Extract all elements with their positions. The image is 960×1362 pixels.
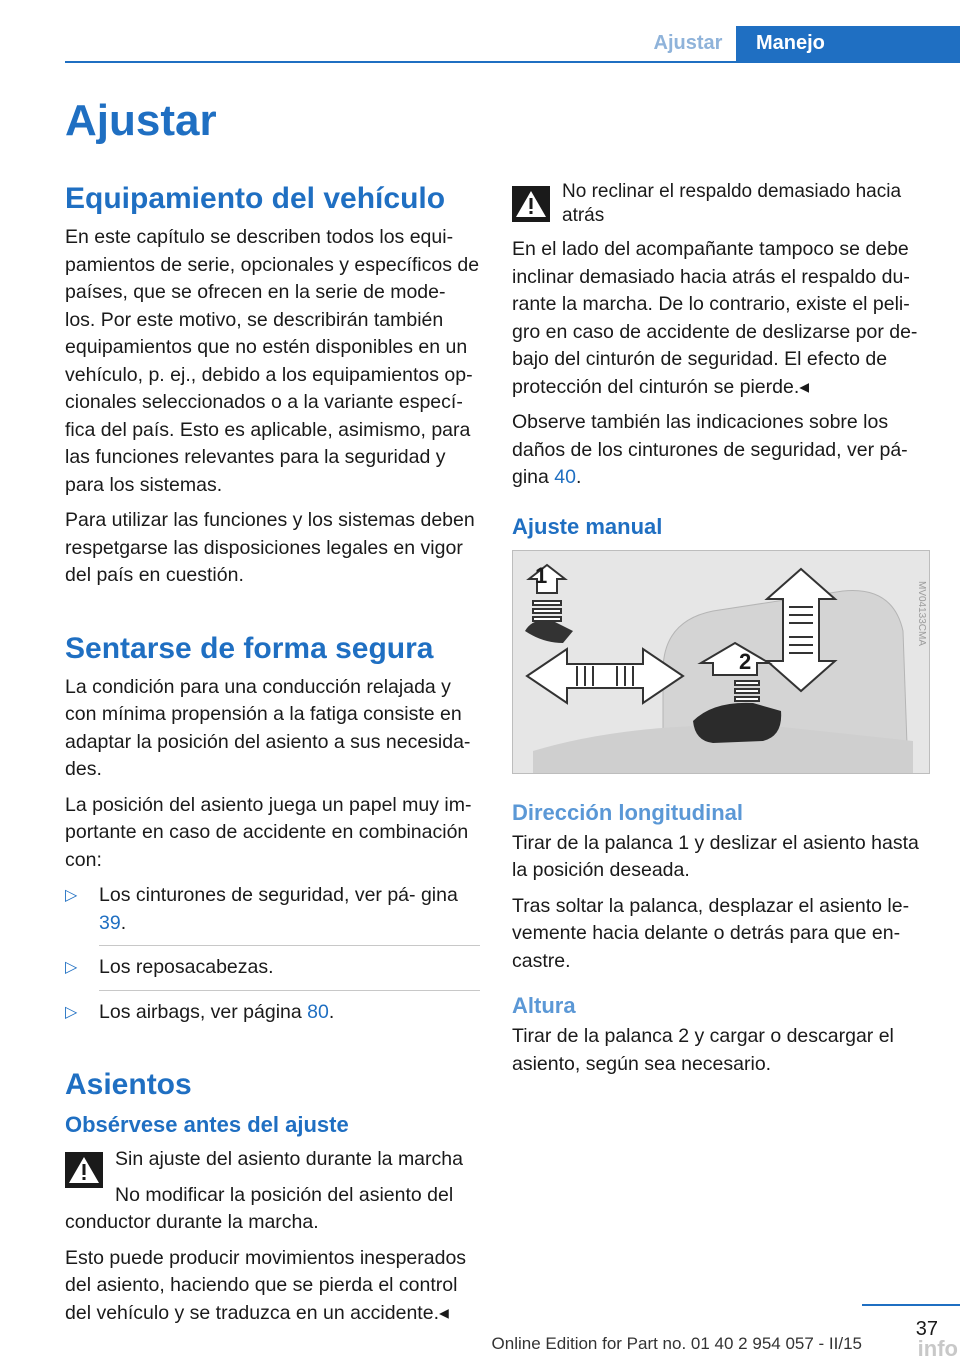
paragraph-equipamiento-2: Para utilizar las funciones y los sistemas deben respetgarse las disposiciones legales en vigor del país en cuestión. <box>65 509 475 586</box>
page-link-40[interactable]: 40 <box>554 466 576 488</box>
observe-tail: . <box>576 466 582 488</box>
triangle-right-icon: ▷ <box>65 959 78 976</box>
list-item-tail: . <box>328 1000 335 1023</box>
tab-manejo[interactable]: Manejo <box>736 26 960 61</box>
paragraph-longitudinal-1: Tirar de la palanca 1 y deslizar el asiento hasta la posición deseada. <box>512 831 919 881</box>
paragraph-sentarse-2: La posición del asiento juega un papel muy im- portante en caso de accidente en combinación con: <box>65 793 472 871</box>
heading-longitudinal: Dirección longitudinal <box>512 799 744 825</box>
figure-label-1: 1 <box>535 562 548 588</box>
warning-paragraph-2: Esto puede producir movimientos inesperados del asiento, haciendo que se pierda el control del vehículo y se traduzca en un accidente.◂ <box>65 1246 467 1324</box>
heading-equipamiento: Equipamiento del vehículo <box>65 182 446 215</box>
list-item <box>65 999 480 1027</box>
paragraph-longitudinal-2: Tras soltar la palanca, desplazar el asiento le- vemente hacia delante o detrás para que en- castre. <box>512 894 910 972</box>
warning-block-seat-adjust <box>65 1146 480 1174</box>
paragraph-equipamiento-1: En este capítulo se describen todos los equi- pamientos de serie, opcionales y específicos de países, que se ofrecen en la serie de mode- los. Por este motivo, se describirán también equipamientos que no estén disponibles en un vehículo, p. ej., debido a los equipamientos op- cionales seleccionados o a la variante especí- fica del país. Esto es aplicable, asimismo, para las funciones relevantes para la seguridad y para los sistemas. <box>65 226 480 496</box>
bullet-list <box>65 882 480 1026</box>
page-title: Ajustar <box>65 96 217 145</box>
figure-label-2: 2 <box>739 648 752 674</box>
page-link-80[interactable]: 80 <box>307 1000 329 1023</box>
subheading-observese: Obsérvese antes del ajuste <box>65 1112 349 1137</box>
list-item-text: Los cinturones de seguridad, ver pá- gina <box>99 884 458 906</box>
paragraph-altura: Tirar de la palanca 2 y cargar o descargar el asiento, según sea necesario. <box>512 1025 894 1075</box>
list-separator <box>99 945 480 946</box>
warning-title: Sin ajuste del asiento durante la marcha <box>115 1148 463 1170</box>
page-link-39[interactable]: 39 <box>99 911 121 934</box>
warning-title: No reclinar el respaldo demasiado hacia atrás <box>562 181 902 226</box>
footer-rule <box>862 1304 960 1306</box>
warning-block-recline <box>512 180 927 228</box>
warning-paragraph: En el lado del acompañante tampoco se debe inclinar demasiado hacia atrás el respaldo du- rante la marcha. De lo contrario, existe el peli- gro en caso de accidente de deslizarse por de- bajo del cinturón de seguridad. El efecto de protección del cinturón se pierde.◂ <box>512 238 918 398</box>
list-separator <box>99 990 480 991</box>
left-column <box>65 180 480 1335</box>
heading-altura: Altura <box>512 993 576 1018</box>
watermark: info <box>917 1336 958 1361</box>
figure-code: MV04133CMA <box>916 580 927 646</box>
seat-adjust-figure <box>512 550 930 774</box>
list-item-text: Los reposacabezas. <box>99 956 274 978</box>
page-number: 37 <box>915 1318 938 1340</box>
observe-text: Observe también las indicaciones sobre los daños de los cinturones de seguridad, ver pá- gina <box>512 411 908 488</box>
header-rule <box>65 61 960 63</box>
paragraph-observe <box>512 409 927 492</box>
heading-sentarse: Sentarse de forma segura <box>65 631 434 665</box>
warning-triangle-icon <box>512 186 550 222</box>
triangle-right-icon: ▷ <box>65 1003 78 1021</box>
triangle-right-icon: ▷ <box>65 887 78 904</box>
paragraph-sentarse-1: La condición para una conducción relajada y con mínima propensión a la fatiga consiste en adaptar la posición del asiento a sus necesida- des. <box>65 675 471 780</box>
warning-paragraph-1: No modificar la posición del asiento del conductor durante la marcha. <box>65 1183 454 1233</box>
tab-ajustar[interactable]: Ajustar <box>653 32 723 54</box>
list-item-text: Los airbags, ver página <box>99 1000 308 1023</box>
footer-edition: Online Edition for Part no. 01 40 2 954 057 - II/15 <box>491 1334 862 1353</box>
list-item <box>65 882 480 937</box>
list-item-tail: . <box>120 911 127 934</box>
warning-triangle-icon <box>65 1152 103 1188</box>
heading-asientos: Asientos <box>65 1068 192 1101</box>
list-item <box>65 954 480 982</box>
heading-ajuste-manual: Ajuste manual <box>512 513 663 539</box>
right-column <box>512 180 927 1086</box>
